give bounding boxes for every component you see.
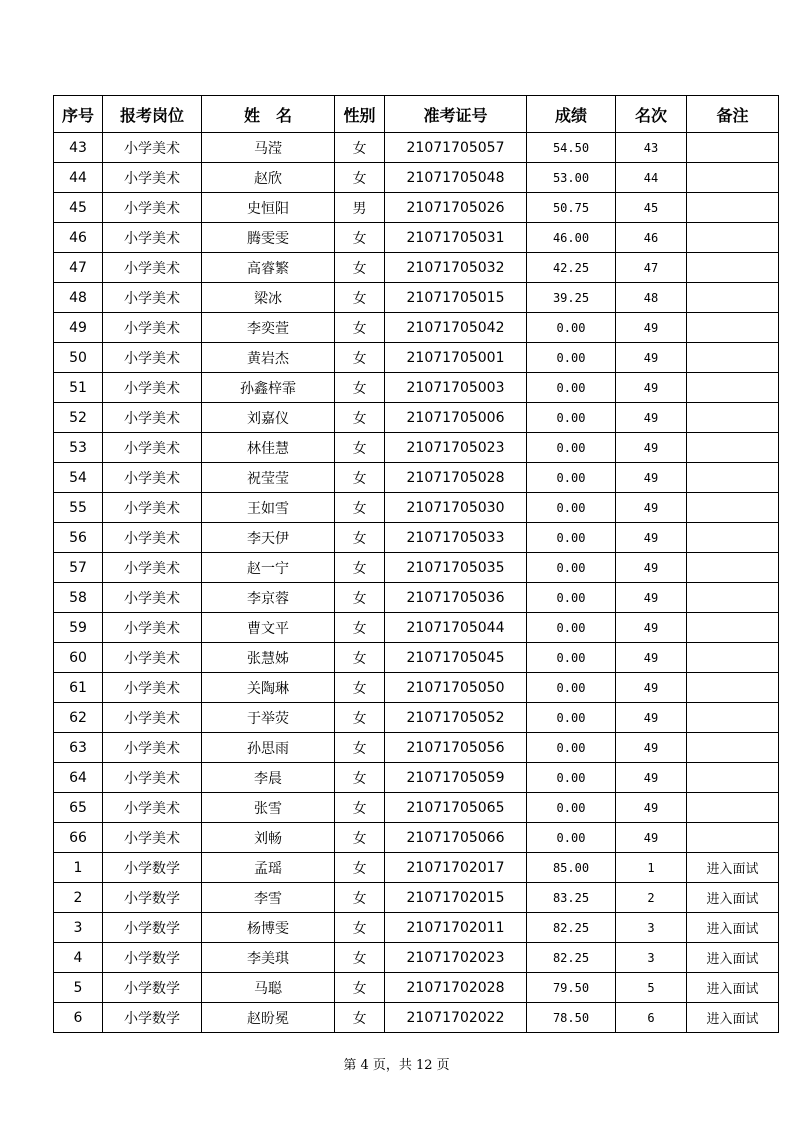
- cell-score: 50.75: [527, 193, 616, 223]
- cell-position: 小学美术: [103, 643, 202, 673]
- cell-score: 0.00: [527, 373, 616, 403]
- cell-exam-no: 21071705026: [385, 193, 527, 223]
- table-row: [54, 163, 779, 193]
- cell-note: [687, 373, 779, 403]
- cell-score: 0.00: [527, 583, 616, 613]
- cell-seq: 58: [54, 583, 103, 613]
- cell-score: 0.00: [527, 463, 616, 493]
- cell-position: 小学数学: [103, 853, 202, 883]
- cell-score: 82.25: [527, 913, 616, 943]
- cell-note: [687, 673, 779, 703]
- cell-score: 0.00: [527, 313, 616, 343]
- cell-seq: 1: [54, 853, 103, 883]
- cell-score: 0.00: [527, 823, 616, 853]
- cell-seq: 3: [54, 913, 103, 943]
- cell-name: 张慧姊: [202, 643, 335, 673]
- header-name: 姓 名: [202, 96, 335, 133]
- cell-position: 小学美术: [103, 283, 202, 313]
- table-row: [54, 733, 779, 763]
- cell-exam-no: 21071705044: [385, 613, 527, 643]
- header-score: 成绩: [527, 96, 616, 133]
- cell-score: 39.25: [527, 283, 616, 313]
- cell-note: [687, 493, 779, 523]
- cell-seq: 44: [54, 163, 103, 193]
- cell-name: 赵欣: [202, 163, 335, 193]
- cell-rank: 46: [616, 223, 687, 253]
- cell-score: 42.25: [527, 253, 616, 283]
- cell-position: 小学美术: [103, 223, 202, 253]
- cell-gender: 男: [335, 193, 385, 223]
- cell-rank: 49: [616, 523, 687, 553]
- cell-seq: 53: [54, 433, 103, 463]
- cell-name: 李京蓉: [202, 583, 335, 613]
- cell-seq: 46: [54, 223, 103, 253]
- cell-score: 78.50: [527, 1003, 616, 1033]
- cell-seq: 52: [54, 403, 103, 433]
- cell-score: 0.00: [527, 673, 616, 703]
- cell-rank: 45: [616, 193, 687, 223]
- header-rank: 名次: [616, 96, 687, 133]
- cell-exam-no: 21071705052: [385, 703, 527, 733]
- cell-position: 小学美术: [103, 523, 202, 553]
- cell-position: 小学数学: [103, 883, 202, 913]
- cell-exam-no: 21071705033: [385, 523, 527, 553]
- cell-gender: 女: [335, 853, 385, 883]
- table-body: [54, 133, 779, 1033]
- cell-note: [687, 253, 779, 283]
- cell-rank: 49: [616, 613, 687, 643]
- cell-name: 李晨: [202, 763, 335, 793]
- cell-seq: 47: [54, 253, 103, 283]
- cell-exam-no: 21071705035: [385, 553, 527, 583]
- cell-seq: 6: [54, 1003, 103, 1033]
- cell-name: 祝莹莹: [202, 463, 335, 493]
- cell-position: 小学美术: [103, 613, 202, 643]
- cell-rank: 44: [616, 163, 687, 193]
- cell-seq: 65: [54, 793, 103, 823]
- cell-seq: 45: [54, 193, 103, 223]
- cell-score: 0.00: [527, 493, 616, 523]
- cell-position: 小学美术: [103, 763, 202, 793]
- table-row: [54, 223, 779, 253]
- cell-seq: 62: [54, 703, 103, 733]
- header-seq: 序号: [54, 96, 103, 133]
- cell-name: 王如雪: [202, 493, 335, 523]
- cell-exam-no: 21071705045: [385, 643, 527, 673]
- cell-gender: 女: [335, 823, 385, 853]
- cell-note: [687, 163, 779, 193]
- cell-gender: 女: [335, 463, 385, 493]
- cell-name: 黄岩杰: [202, 343, 335, 373]
- cell-position: 小学美术: [103, 673, 202, 703]
- header-position: 报考岗位: [103, 96, 202, 133]
- cell-exam-no: 21071705015: [385, 283, 527, 313]
- cell-name: 赵一宁: [202, 553, 335, 583]
- cell-gender: 女: [335, 253, 385, 283]
- cell-exam-no: 21071705028: [385, 463, 527, 493]
- table-row: [54, 853, 779, 883]
- cell-rank: 49: [616, 583, 687, 613]
- cell-gender: 女: [335, 283, 385, 313]
- cell-gender: 女: [335, 433, 385, 463]
- cell-rank: 49: [616, 793, 687, 823]
- cell-name: 高睿繁: [202, 253, 335, 283]
- table-row: [54, 283, 779, 313]
- cell-gender: 女: [335, 373, 385, 403]
- cell-score: 0.00: [527, 433, 616, 463]
- cell-note: [687, 223, 779, 253]
- cell-position: 小学美术: [103, 373, 202, 403]
- cell-exam-no: 21071705065: [385, 793, 527, 823]
- table-row: [54, 343, 779, 373]
- cell-seq: 57: [54, 553, 103, 583]
- cell-score: 53.00: [527, 163, 616, 193]
- cell-exam-no: 21071702022: [385, 1003, 527, 1033]
- cell-name: 梁冰: [202, 283, 335, 313]
- cell-name: 赵昐冕: [202, 1003, 335, 1033]
- table-row: [54, 433, 779, 463]
- cell-note: 进入面试: [687, 883, 779, 913]
- cell-rank: 49: [616, 733, 687, 763]
- header-note: 备注: [687, 96, 779, 133]
- table-row: [54, 823, 779, 853]
- cell-rank: 2: [616, 883, 687, 913]
- cell-gender: 女: [335, 943, 385, 973]
- cell-name: 孙鑫梓霏: [202, 373, 335, 403]
- cell-position: 小学美术: [103, 133, 202, 163]
- table-row: [54, 703, 779, 733]
- cell-name: 刘嘉仪: [202, 403, 335, 433]
- cell-position: 小学美术: [103, 193, 202, 223]
- cell-gender: 女: [335, 793, 385, 823]
- cell-exam-no: 21071705050: [385, 673, 527, 703]
- cell-seq: 61: [54, 673, 103, 703]
- cell-note: [687, 343, 779, 373]
- table-row: [54, 523, 779, 553]
- table-row: [54, 133, 779, 163]
- cell-seq: 55: [54, 493, 103, 523]
- cell-exam-no: 21071705056: [385, 733, 527, 763]
- table-row: [54, 493, 779, 523]
- cell-exam-no: 21071705006: [385, 403, 527, 433]
- cell-position: 小学美术: [103, 343, 202, 373]
- cell-rank: 49: [616, 373, 687, 403]
- cell-exam-no: 21071705036: [385, 583, 527, 613]
- table-row: [54, 583, 779, 613]
- cell-gender: 女: [335, 493, 385, 523]
- cell-note: [687, 313, 779, 343]
- cell-note: [687, 703, 779, 733]
- table-row: [54, 253, 779, 283]
- cell-position: 小学美术: [103, 823, 202, 853]
- cell-exam-no: 21071702011: [385, 913, 527, 943]
- cell-position: 小学美术: [103, 583, 202, 613]
- cell-seq: 59: [54, 613, 103, 643]
- cell-exam-no: 21071705003: [385, 373, 527, 403]
- cell-seq: 60: [54, 643, 103, 673]
- cell-name: 史恒阳: [202, 193, 335, 223]
- cell-score: 85.00: [527, 853, 616, 883]
- cell-gender: 女: [335, 223, 385, 253]
- cell-rank: 1: [616, 853, 687, 883]
- cell-gender: 女: [335, 133, 385, 163]
- cell-note: [687, 193, 779, 223]
- cell-position: 小学美术: [103, 493, 202, 523]
- table-row: [54, 793, 779, 823]
- cell-gender: 女: [335, 343, 385, 373]
- cell-exam-no: 21071702023: [385, 943, 527, 973]
- cell-rank: 49: [616, 553, 687, 583]
- table-row: [54, 613, 779, 643]
- cell-position: 小学美术: [103, 463, 202, 493]
- cell-position: 小学美术: [103, 793, 202, 823]
- cell-gender: 女: [335, 613, 385, 643]
- cell-seq: 50: [54, 343, 103, 373]
- cell-note: [687, 283, 779, 313]
- cell-gender: 女: [335, 733, 385, 763]
- cell-position: 小学美术: [103, 403, 202, 433]
- cell-position: 小学美术: [103, 553, 202, 583]
- cell-note: [687, 643, 779, 673]
- cell-gender: 女: [335, 703, 385, 733]
- header-gender: 性别: [335, 96, 385, 133]
- cell-name: 腾雯雯: [202, 223, 335, 253]
- cell-note: [687, 793, 779, 823]
- cell-position: 小学美术: [103, 733, 202, 763]
- cell-position: 小学美术: [103, 703, 202, 733]
- cell-score: 0.00: [527, 343, 616, 373]
- cell-score: 83.25: [527, 883, 616, 913]
- table-row: [54, 973, 779, 1003]
- cell-exam-no: 21071705031: [385, 223, 527, 253]
- cell-position: 小学美术: [103, 253, 202, 283]
- cell-rank: 49: [616, 403, 687, 433]
- cell-rank: 49: [616, 673, 687, 703]
- cell-seq: 56: [54, 523, 103, 553]
- cell-exam-no: 21071705066: [385, 823, 527, 853]
- cell-position: 小学美术: [103, 433, 202, 463]
- cell-score: 0.00: [527, 643, 616, 673]
- cell-gender: 女: [335, 583, 385, 613]
- table-row: [54, 763, 779, 793]
- cell-gender: 女: [335, 883, 385, 913]
- cell-rank: 49: [616, 343, 687, 373]
- cell-gender: 女: [335, 673, 385, 703]
- cell-note: [687, 523, 779, 553]
- cell-score: 0.00: [527, 553, 616, 583]
- cell-score: 0.00: [527, 733, 616, 763]
- cell-rank: 6: [616, 1003, 687, 1033]
- cell-gender: 女: [335, 523, 385, 553]
- cell-exam-no: 21071705048: [385, 163, 527, 193]
- header-row: [54, 96, 779, 133]
- cell-rank: 3: [616, 913, 687, 943]
- cell-position: 小学美术: [103, 313, 202, 343]
- cell-seq: 48: [54, 283, 103, 313]
- cell-name: 刘畅: [202, 823, 335, 853]
- cell-note: 进入面试: [687, 1003, 779, 1033]
- cell-name: 张雪: [202, 793, 335, 823]
- table-row: [54, 553, 779, 583]
- cell-name: 林佳慧: [202, 433, 335, 463]
- cell-score: 54.50: [527, 133, 616, 163]
- table-row: [54, 643, 779, 673]
- cell-name: 李奕萱: [202, 313, 335, 343]
- cell-gender: 女: [335, 403, 385, 433]
- table-row: [54, 403, 779, 433]
- cell-seq: 64: [54, 763, 103, 793]
- cell-name: 孟瑶: [202, 853, 335, 883]
- cell-gender: 女: [335, 913, 385, 943]
- cell-exam-no: 21071705059: [385, 763, 527, 793]
- cell-rank: 48: [616, 283, 687, 313]
- cell-name: 孙思雨: [202, 733, 335, 763]
- cell-note: [687, 733, 779, 763]
- cell-note: [687, 403, 779, 433]
- cell-seq: 4: [54, 943, 103, 973]
- cell-seq: 66: [54, 823, 103, 853]
- cell-gender: 女: [335, 1003, 385, 1033]
- cell-score: 46.00: [527, 223, 616, 253]
- cell-gender: 女: [335, 313, 385, 343]
- cell-exam-no: 21071702015: [385, 883, 527, 913]
- table-row: [54, 193, 779, 223]
- cell-rank: 47: [616, 253, 687, 283]
- cell-seq: 63: [54, 733, 103, 763]
- table-row: [54, 673, 779, 703]
- cell-score: 79.50: [527, 973, 616, 1003]
- cell-score: 0.00: [527, 523, 616, 553]
- cell-gender: 女: [335, 973, 385, 1003]
- cell-note: [687, 463, 779, 493]
- cell-name: 马聪: [202, 973, 335, 1003]
- table-row: [54, 313, 779, 343]
- cell-note: 进入面试: [687, 853, 779, 883]
- cell-note: 进入面试: [687, 973, 779, 1003]
- cell-note: [687, 133, 779, 163]
- cell-note: 进入面试: [687, 913, 779, 943]
- cell-exam-no: 21071702017: [385, 853, 527, 883]
- cell-rank: 49: [616, 763, 687, 793]
- cell-seq: 51: [54, 373, 103, 403]
- cell-name: 李雪: [202, 883, 335, 913]
- cell-exam-no: 21071705057: [385, 133, 527, 163]
- cell-score: 0.00: [527, 613, 616, 643]
- table-row: [54, 1003, 779, 1033]
- cell-rank: 49: [616, 493, 687, 523]
- header-exam-no: 准考证号: [385, 96, 527, 133]
- cell-score: 0.00: [527, 403, 616, 433]
- cell-rank: 5: [616, 973, 687, 1003]
- cell-rank: 49: [616, 463, 687, 493]
- cell-note: [687, 823, 779, 853]
- cell-rank: 43: [616, 133, 687, 163]
- cell-gender: 女: [335, 643, 385, 673]
- cell-position: 小学美术: [103, 163, 202, 193]
- cell-seq: 49: [54, 313, 103, 343]
- results-table: [53, 95, 779, 1033]
- cell-note: [687, 763, 779, 793]
- cell-score: 0.00: [527, 703, 616, 733]
- cell-rank: 49: [616, 823, 687, 853]
- cell-position: 小学数学: [103, 973, 202, 1003]
- cell-gender: 女: [335, 163, 385, 193]
- cell-note: [687, 553, 779, 583]
- table-row: [54, 883, 779, 913]
- cell-gender: 女: [335, 763, 385, 793]
- cell-name: 李天伊: [202, 523, 335, 553]
- cell-rank: 49: [616, 643, 687, 673]
- cell-position: 小学数学: [103, 913, 202, 943]
- cell-exam-no: 21071705030: [385, 493, 527, 523]
- cell-position: 小学数学: [103, 943, 202, 973]
- cell-seq: 54: [54, 463, 103, 493]
- page-footer: 第 4 页，共 12 页: [343, 1058, 450, 1073]
- cell-rank: 49: [616, 703, 687, 733]
- cell-exam-no: 21071705042: [385, 313, 527, 343]
- table-row: [54, 913, 779, 943]
- cell-score: 0.00: [527, 793, 616, 823]
- table-row: [54, 463, 779, 493]
- cell-name: 关陶琳: [202, 673, 335, 703]
- cell-gender: 女: [335, 553, 385, 583]
- cell-seq: 5: [54, 973, 103, 1003]
- cell-seq: 2: [54, 883, 103, 913]
- cell-exam-no: 21071705023: [385, 433, 527, 463]
- cell-note: [687, 583, 779, 613]
- cell-name: 李美琪: [202, 943, 335, 973]
- cell-name: 马滢: [202, 133, 335, 163]
- cell-note: [687, 613, 779, 643]
- cell-score: 82.25: [527, 943, 616, 973]
- cell-exam-no: 21071702028: [385, 973, 527, 1003]
- cell-exam-no: 21071705032: [385, 253, 527, 283]
- cell-note: 进入面试: [687, 943, 779, 973]
- cell-seq: 43: [54, 133, 103, 163]
- cell-name: 杨博雯: [202, 913, 335, 943]
- cell-name: 于举荧: [202, 703, 335, 733]
- cell-rank: 3: [616, 943, 687, 973]
- table-row: [54, 943, 779, 973]
- cell-exam-no: 21071705001: [385, 343, 527, 373]
- cell-score: 0.00: [527, 763, 616, 793]
- cell-position: 小学数学: [103, 1003, 202, 1033]
- cell-note: [687, 433, 779, 463]
- cell-rank: 49: [616, 433, 687, 463]
- cell-rank: 49: [616, 313, 687, 343]
- cell-name: 曹文平: [202, 613, 335, 643]
- table-row: [54, 373, 779, 403]
